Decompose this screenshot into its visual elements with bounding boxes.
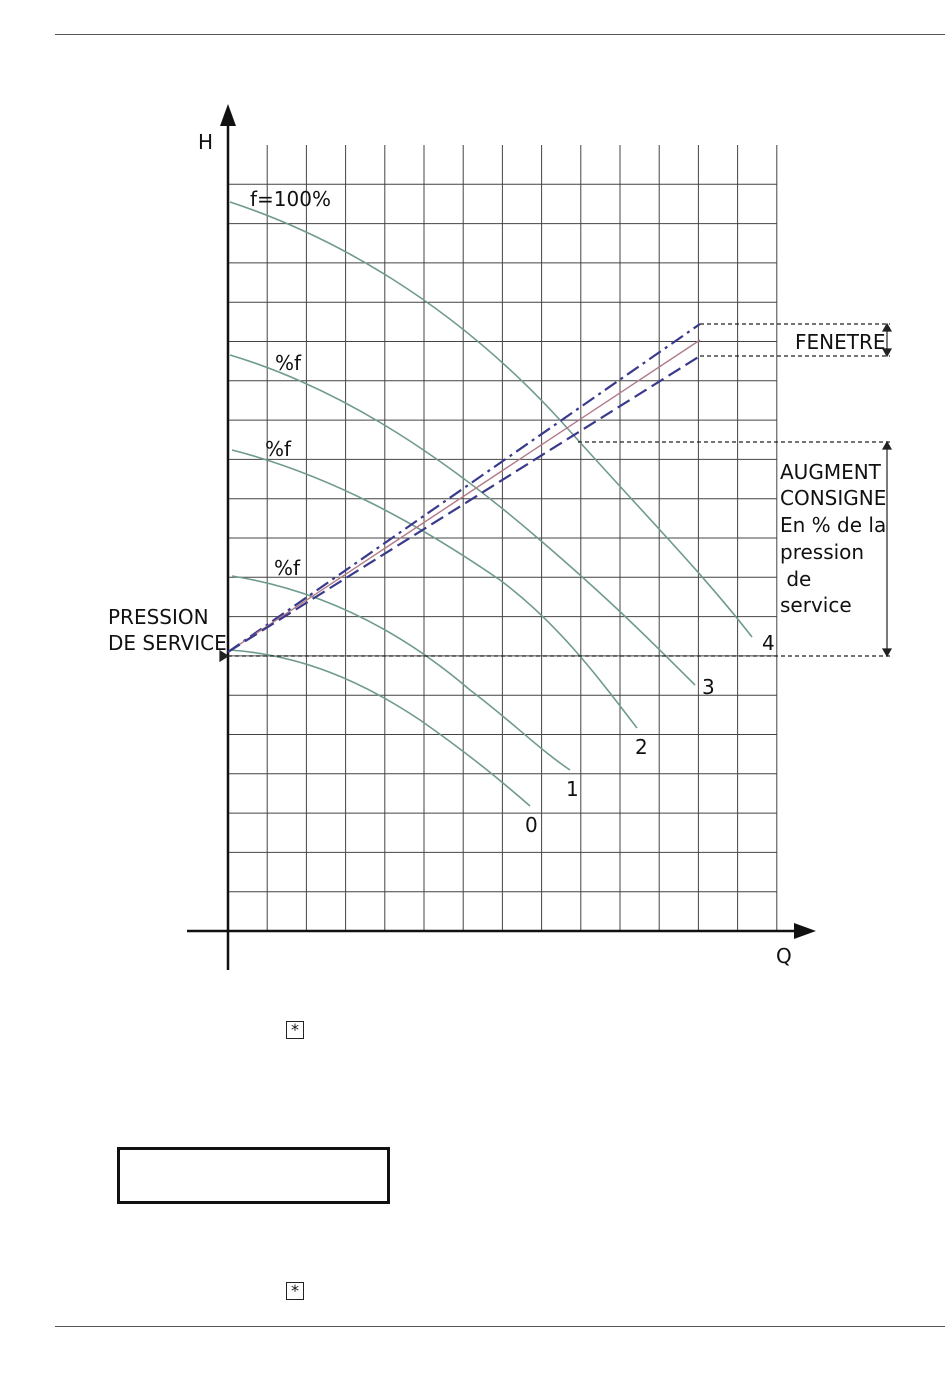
- asterisk-box-icon: [286, 1282, 304, 1300]
- pression-label-line1: PRESSION: [108, 605, 209, 629]
- asterisk-glyph: *: [291, 1020, 299, 1039]
- pump-curve-1: [232, 576, 570, 770]
- pump-curve-100: [230, 202, 752, 637]
- augment-arrow-down-icon: [883, 649, 891, 656]
- display-box: [117, 1147, 390, 1204]
- augment-line-1: CONSIGNE: [780, 486, 887, 510]
- pump-curve-3: [230, 355, 695, 685]
- curve-label-0: 0: [525, 813, 538, 837]
- curve-label-pct-c: %f: [274, 556, 301, 580]
- pump-curve-0: [230, 650, 530, 806]
- x-axis-arrow-icon: [794, 923, 816, 939]
- y-axis-label: H: [198, 130, 214, 154]
- curve-label-pct-b: %f: [265, 437, 292, 461]
- augment-line-4: de: [780, 567, 812, 591]
- asterisk-glyph: *: [291, 1281, 299, 1300]
- x-axis-label: Q: [776, 944, 792, 968]
- curve-label-2: 2: [635, 735, 648, 759]
- grid: [228, 145, 777, 931]
- augment-line-2: En % de la: [780, 513, 887, 537]
- augment-line-5: service: [780, 593, 852, 617]
- pump-curve-2: [232, 450, 637, 728]
- y-axis-arrow-icon: [220, 104, 236, 126]
- curve-label-pct-a: %f: [275, 351, 302, 375]
- augment-line-3: pression: [780, 540, 865, 564]
- bottom-rule: [55, 1326, 945, 1327]
- asterisk-box-icon: [286, 1021, 304, 1039]
- augment-line-0: AUGMENT: [780, 460, 881, 484]
- augment-arrow-up-icon: [883, 442, 891, 449]
- curve-label-f100: f=100%: [250, 187, 331, 211]
- setpoint-dash-lower: [228, 356, 700, 652]
- pression-label-line2: DE SERVICE: [108, 631, 227, 655]
- pump-curves: [230, 202, 752, 806]
- fenetre-label: FENETRE: [795, 330, 886, 354]
- curve-label-3: 3: [702, 675, 715, 699]
- curve-label-1: 1: [566, 777, 579, 801]
- curve-label-4: 4: [762, 631, 775, 655]
